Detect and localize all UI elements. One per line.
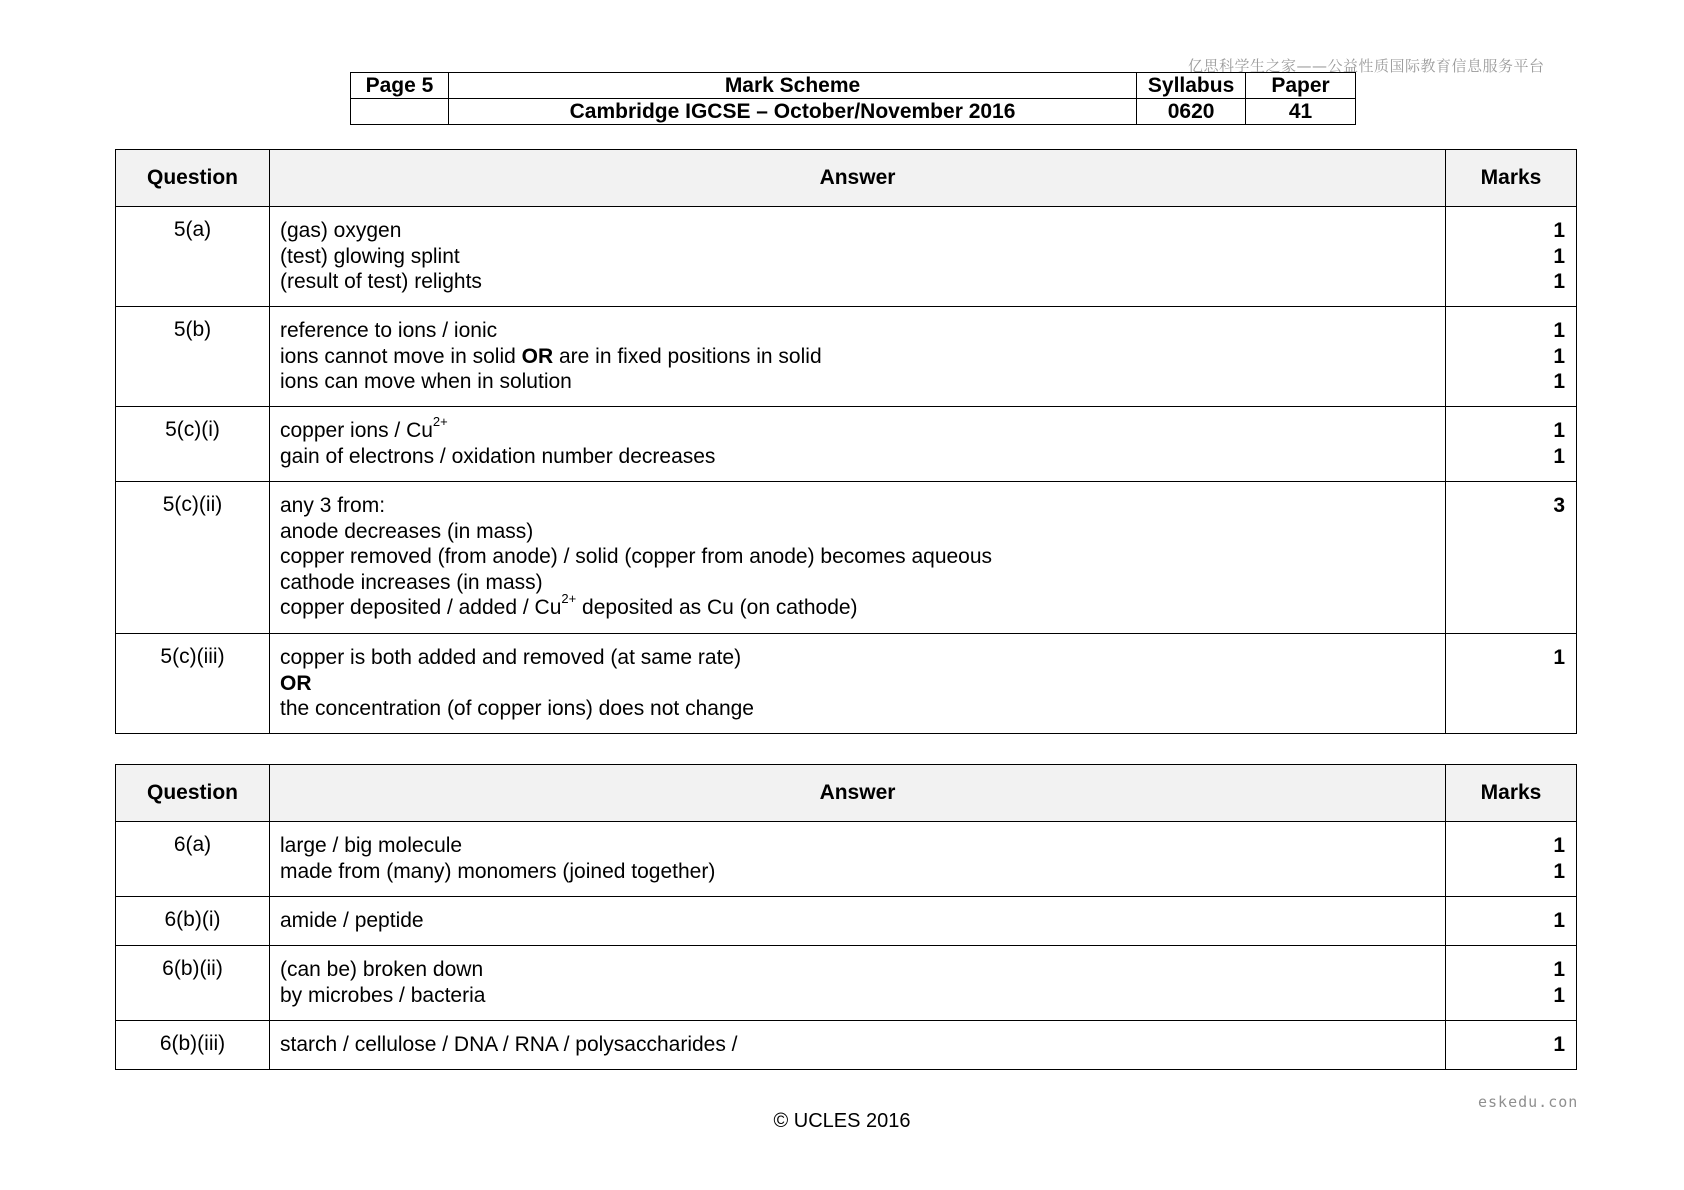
question-number: 6(b)(iii): [116, 1021, 270, 1070]
answer-line: cathode increases (in mass): [280, 570, 543, 594]
table-row: [116, 822, 1577, 897]
answer-text: ions cannot move in solid: [280, 344, 522, 368]
marks-cell: [1446, 946, 1577, 1021]
mark-value: 1: [1553, 909, 1565, 932]
table-row: [116, 897, 1577, 946]
answer-cell: [270, 207, 1446, 307]
mark-value: 3: [1553, 494, 1565, 517]
doc-title: Mark Scheme: [448, 73, 1136, 99]
marks-header: Marks: [1446, 150, 1577, 207]
question-header: Question: [116, 150, 270, 207]
answer-line: starch / cellulose / DNA / RNA / polysaccharides /: [280, 1033, 738, 1056]
marks-cell: [1446, 407, 1577, 482]
question-number: 5(b): [116, 307, 270, 407]
mark-value: 1: [1553, 270, 1565, 293]
answer-line: made from (many) monomers (joined together): [280, 859, 716, 883]
table-header-row: [116, 765, 1577, 822]
table-row: [116, 482, 1577, 634]
answer-line: [280, 591, 1435, 621]
answer-line: reference to ions / ionic: [280, 319, 498, 342]
marks-cell: [1446, 307, 1577, 407]
answer-line: (can be) broken down: [280, 958, 484, 981]
marks-header: Marks: [1446, 765, 1577, 822]
mark-value: 1: [1553, 1033, 1565, 1056]
answer-text: are in fixed positions in solid: [553, 344, 822, 368]
mark-value: 1: [1553, 244, 1565, 268]
answer-cell: [270, 407, 1446, 482]
answer-line: [280, 344, 1435, 370]
mark-value: 1: [1553, 646, 1565, 669]
or-keyword: [280, 671, 1435, 697]
answer-cell: [270, 897, 1446, 946]
answer-text: copper deposited / added / Cu: [280, 596, 562, 619]
mark-value: 1: [1553, 319, 1565, 342]
answer-line: copper is both added and removed (at same rate): [280, 646, 742, 669]
page-label: Page 5: [351, 73, 449, 99]
question-number: 5(a): [116, 207, 270, 307]
paper-label: Paper: [1246, 73, 1356, 99]
table-row: [116, 1021, 1577, 1070]
answer-line: any 3 from:: [280, 494, 386, 517]
answer-line: ions can move when in solution: [280, 370, 572, 393]
mark-value: 1: [1553, 958, 1565, 981]
mark-value: 1: [1553, 859, 1565, 883]
answer-line: anode decreases (in mass): [280, 519, 534, 543]
mark-value: 1: [1553, 834, 1565, 857]
answer-text: copper ions / Cu: [280, 419, 433, 442]
syllabus-code: 0620: [1137, 99, 1246, 125]
mark-value: 1: [1553, 370, 1565, 393]
question-number: 6(b)(i): [116, 897, 270, 946]
watermark-top: 亿思科学生之家——公益性质国际教育信息服务平台: [1188, 57, 1545, 75]
superscript: 2+: [432, 414, 448, 429]
answer-cell: [270, 946, 1446, 1021]
answer-line: the concentration (of copper ions) does not change: [280, 697, 754, 720]
marks-cell: [1446, 822, 1577, 897]
table-row: [116, 946, 1577, 1021]
mark-table-q6: [115, 764, 1577, 1070]
answer-line: gain of electrons / oxidation number decreases: [280, 444, 716, 468]
question-number: 5(c)(iii): [116, 634, 270, 734]
or-keyword: OR: [521, 344, 554, 368]
question-number: 5(c)(i): [116, 407, 270, 482]
table-row: [116, 634, 1577, 734]
paper-number: 41: [1246, 99, 1356, 125]
marks-cell: [1446, 897, 1577, 946]
header-blank-cell: [351, 99, 449, 125]
answer-text: deposited as Cu (on cathode): [576, 596, 858, 619]
question-number: 6(b)(ii): [116, 946, 270, 1021]
answer-cell: [270, 307, 1446, 407]
answer-line: (gas) oxygen: [280, 219, 402, 242]
or-text: OR: [280, 671, 312, 695]
table-row: [116, 407, 1577, 482]
answer-line: large / big molecule: [280, 834, 463, 857]
marks-cell: [1446, 1021, 1577, 1070]
question-header: Question: [116, 765, 270, 822]
answer-cell: [270, 634, 1446, 734]
mark-value: 1: [1553, 219, 1565, 242]
answer-line: [280, 414, 1435, 444]
answer-cell: [270, 822, 1446, 897]
mark-value: 1: [1553, 419, 1565, 442]
answer-header: Answer: [270, 765, 1446, 822]
answer-line: amide / peptide: [280, 909, 424, 932]
marks-cell: [1446, 207, 1577, 307]
superscript: 2+: [561, 591, 577, 606]
watermark-bottom: eskedu.con: [1478, 1093, 1579, 1111]
table-header-row: [116, 150, 1577, 207]
answer-line: by microbes / bacteria: [280, 983, 486, 1007]
mark-value: 1: [1553, 444, 1565, 468]
answer-line: (result of test) relights: [280, 270, 482, 293]
copyright-footer: © UCLES 2016: [773, 1110, 911, 1132]
mark-value: 1: [1553, 983, 1565, 1007]
question-number: 6(a): [116, 822, 270, 897]
mark-value: 1: [1553, 344, 1565, 368]
marks-cell: [1446, 482, 1577, 634]
table-row: [116, 307, 1577, 407]
marks-cell: [1446, 634, 1577, 734]
mark-table-q5: [115, 149, 1577, 734]
syllabus-label: Syllabus: [1137, 73, 1246, 99]
exam-title: Cambridge IGCSE – October/November 2016: [448, 99, 1136, 125]
answer-line: (test) glowing splint: [280, 244, 460, 268]
table-row: [116, 207, 1577, 307]
page-header-table: [350, 72, 1356, 125]
answer-header: Answer: [270, 150, 1446, 207]
answer-line: copper removed (from anode) / solid (copper from anode) becomes aqueous: [280, 545, 993, 568]
answer-cell: [270, 482, 1446, 634]
answer-cell: [270, 1021, 1446, 1070]
question-number: 5(c)(ii): [116, 482, 270, 634]
